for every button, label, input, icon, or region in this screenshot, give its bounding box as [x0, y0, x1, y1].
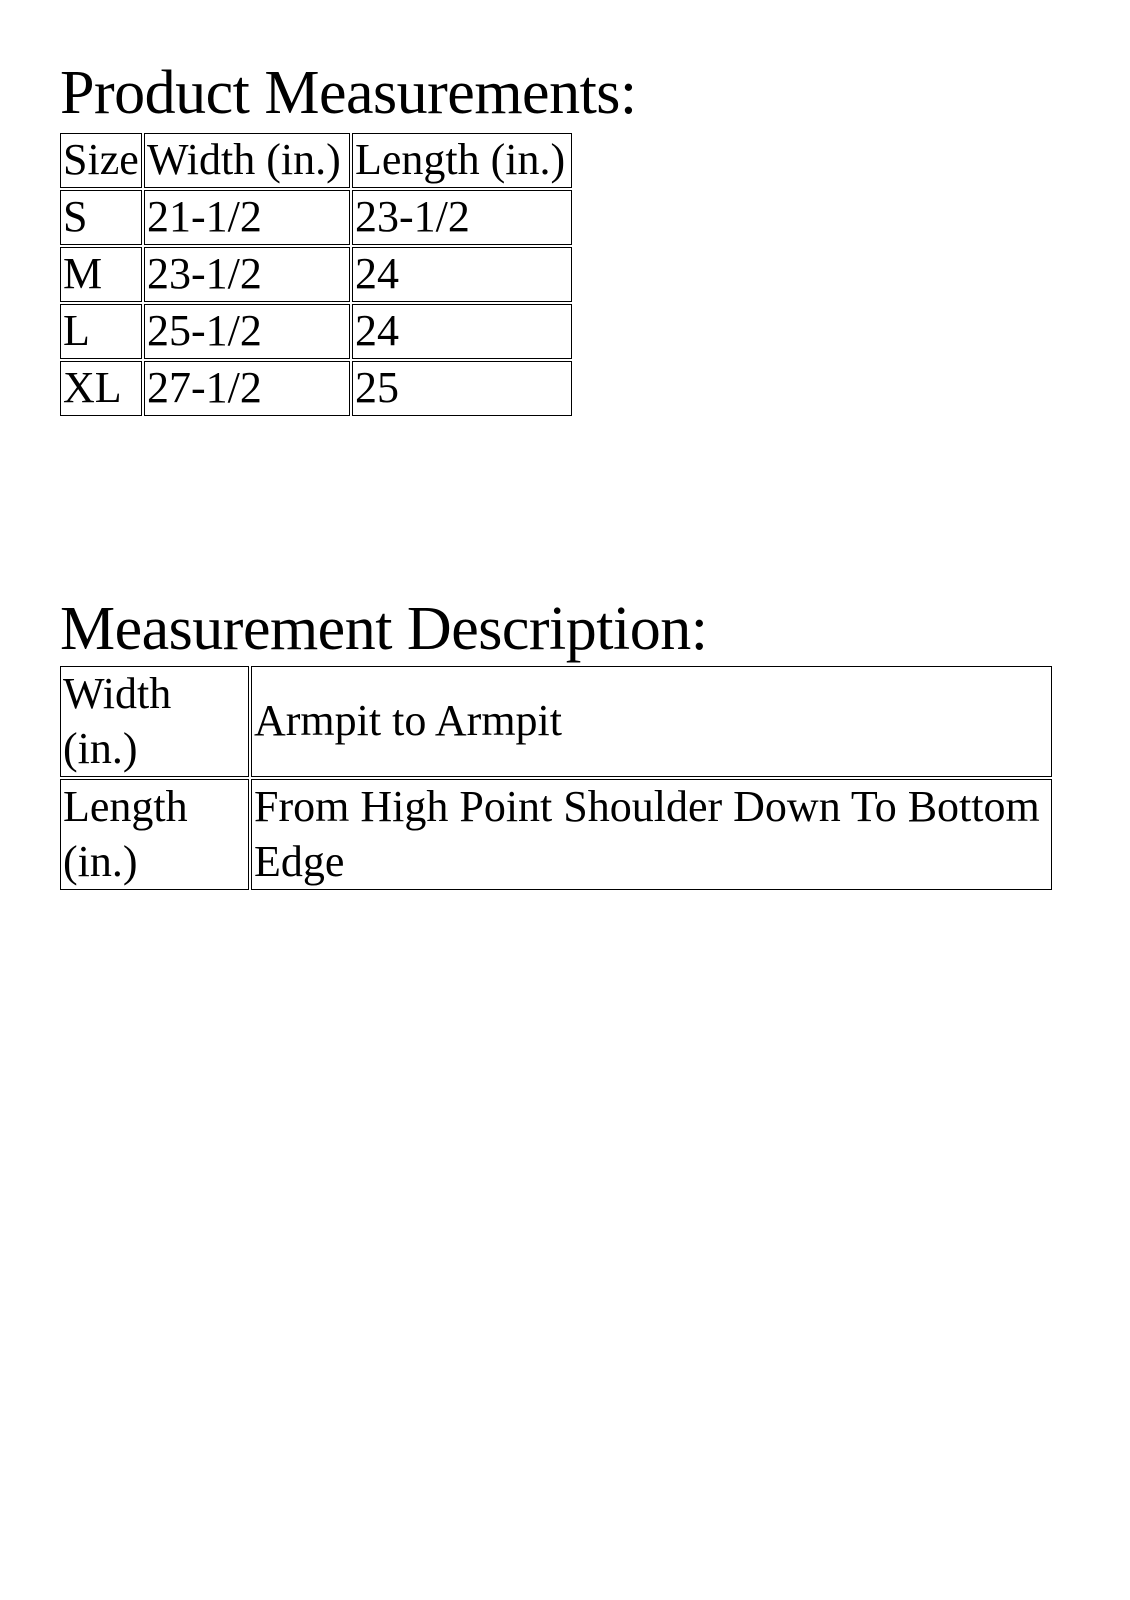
width-cell: 27-1/2	[144, 361, 350, 416]
measurement-name-cell: Width (in.)	[60, 666, 249, 777]
table-row	[60, 666, 1052, 777]
table-header-row	[60, 133, 572, 188]
table-row	[60, 361, 572, 416]
size-cell: XL	[60, 361, 142, 416]
length-cell: 24	[352, 247, 572, 302]
width-cell: 25-1/2	[144, 304, 350, 359]
header-width: Width (in.)	[144, 133, 350, 188]
header-length: Length (in.)	[352, 133, 572, 188]
table-row	[60, 779, 1052, 890]
measurement-desc-cell: Armpit to Armpit	[251, 666, 1052, 777]
width-cell: 23-1/2	[144, 247, 350, 302]
size-cell: L	[60, 304, 142, 359]
size-cell: M	[60, 247, 142, 302]
table-row	[60, 304, 572, 359]
measurement-name-cell: Length (in.)	[60, 779, 249, 890]
length-cell: 24	[352, 304, 572, 359]
table-row	[60, 190, 572, 245]
width-cell: 21-1/2	[144, 190, 350, 245]
size-cell: S	[60, 190, 142, 245]
header-size: Size	[60, 133, 142, 188]
size-table	[58, 131, 574, 418]
table-row	[60, 247, 572, 302]
measurement-desc-cell: From High Point Shoulder Down To Bottom Edge	[251, 779, 1052, 890]
description-table	[58, 664, 1054, 892]
product-measurements-title: Product Measurements:	[60, 59, 637, 127]
length-cell: 25	[352, 361, 572, 416]
measurement-description-title: Measurement Description:	[60, 595, 708, 663]
length-cell: 23-1/2	[352, 190, 572, 245]
